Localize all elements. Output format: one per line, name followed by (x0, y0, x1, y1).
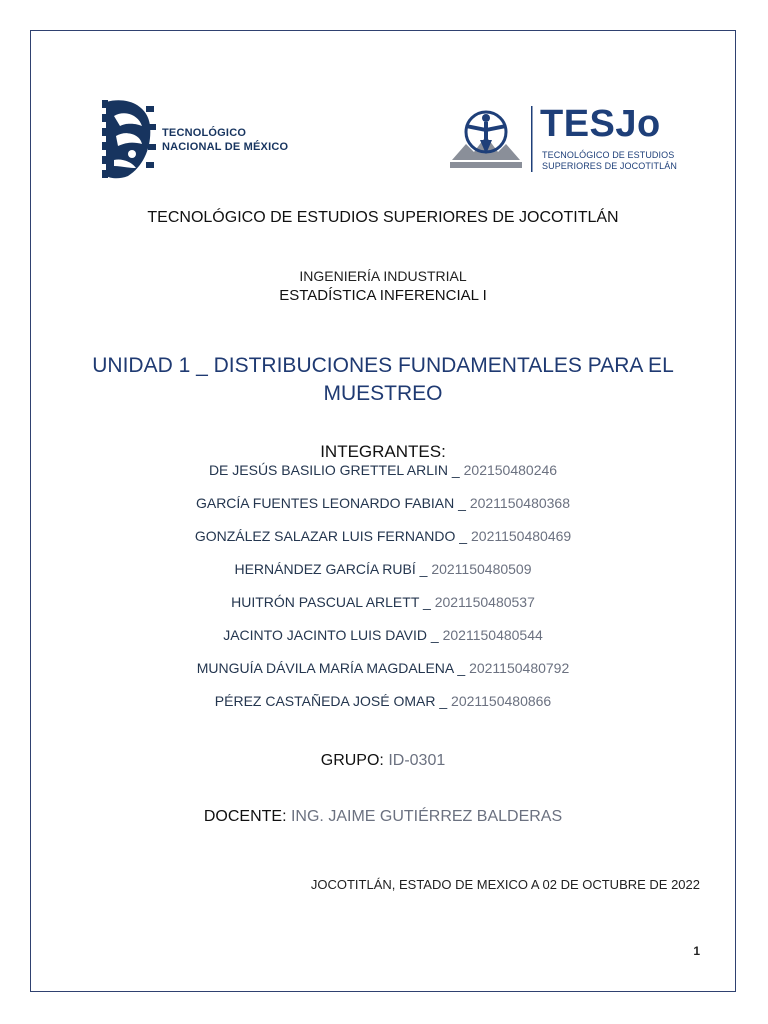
tecnm-logo (98, 96, 298, 184)
member-separator: _ (419, 594, 435, 610)
institution-title: TECNOLÓGICO DE ESTUDIOS SUPERIORES DE JOCOTITLÁN (147, 209, 619, 226)
member-item (30, 462, 736, 478)
member-name: DE JESÚS BASILIO GRETTEL ARLIN (208, 462, 449, 478)
member-separator: _ (415, 561, 432, 577)
teacher-line (30, 808, 736, 826)
member-separator: _ (453, 660, 470, 676)
subject-name: ESTADÍSTICA INFERENCIAL I (279, 287, 487, 304)
member-name: GARCÍA FUENTES LEONARDO FABIAN (195, 495, 455, 511)
member-id: 2021150480469 (471, 528, 572, 544)
teacher-value: ING. JAIME GUTIÉRREZ BALDERAS (290, 808, 563, 825)
member-id: 2021150480792 (469, 660, 570, 676)
member-name: JACINTO JACINTO LUIS DAVID (223, 627, 428, 643)
group-value: ID-0301 (388, 752, 446, 769)
member-name: GONZÁLEZ SALAZAR LUIS FERNANDO (194, 528, 456, 544)
tecnm-emblem-icon (98, 96, 158, 182)
member-id: 2021150480866 (451, 693, 552, 709)
member-item (30, 528, 736, 544)
member-name: MUNGUÍA DÁVILA MARÍA MAGDALENA (196, 660, 454, 676)
tecnm-line1: TECNOLÓGICO (162, 127, 247, 139)
career-name: INGENIERÍA INDUSTRIAL (299, 268, 467, 284)
page-number: 1 (693, 944, 700, 958)
member-item (30, 495, 736, 511)
member-separator: _ (427, 627, 443, 643)
member-name: HUITRÓN PASCUAL ARLETT (231, 594, 420, 610)
tesjo-subtitle (542, 150, 677, 172)
member-id: 2021150480537 (434, 594, 535, 610)
member-item (30, 660, 736, 676)
member-item (30, 627, 736, 643)
member-separator: _ (435, 693, 452, 709)
tesjo-sub-line1: TECNOLÓGICO DE ESTUDIOS (542, 150, 675, 160)
tecnm-line2: NACIONAL DE MÉXICO (162, 141, 289, 153)
member-name: HERNÁNDEZ GARCÍA RUBÍ (234, 561, 416, 577)
member-item (30, 693, 736, 709)
group-label: GRUPO: (320, 752, 384, 769)
member-separator: _ (448, 462, 464, 478)
tesjo-wordmark: TESJo (540, 103, 661, 145)
members-label: INTEGRANTES: (320, 442, 446, 461)
member-separator: _ (455, 528, 471, 544)
member-name: PÉREZ CASTAÑEDA JOSÉ OMAR (214, 693, 436, 709)
unit-title: UNIDAD 1 _ DISTRIBUCIONES FUNDAMENTALES PARA EL MUESTREO (92, 354, 674, 405)
teacher-label: DOCENTE: (203, 808, 287, 825)
tesjo-emblem-icon (446, 104, 526, 174)
tesjo-divider-icon (530, 106, 534, 172)
group-line (30, 752, 736, 770)
member-id: 2021150480368 (469, 495, 571, 511)
tecnm-wordmark (162, 126, 288, 154)
tesjo-sub-line2: SUPERIORES DE JOCOTITLÁN (542, 161, 677, 171)
member-id: 202150480246 (463, 462, 558, 478)
member-separator: _ (454, 495, 470, 511)
member-id: 2021150480509 (431, 561, 532, 577)
tesjo-logo (446, 100, 686, 180)
member-item (30, 594, 736, 610)
member-item (30, 561, 736, 577)
member-id: 2021150480544 (442, 627, 543, 643)
place-date: JOCOTITLÁN, ESTADO DE MEXICO A 02 DE OCTUBRE DE 2022 (310, 877, 700, 892)
